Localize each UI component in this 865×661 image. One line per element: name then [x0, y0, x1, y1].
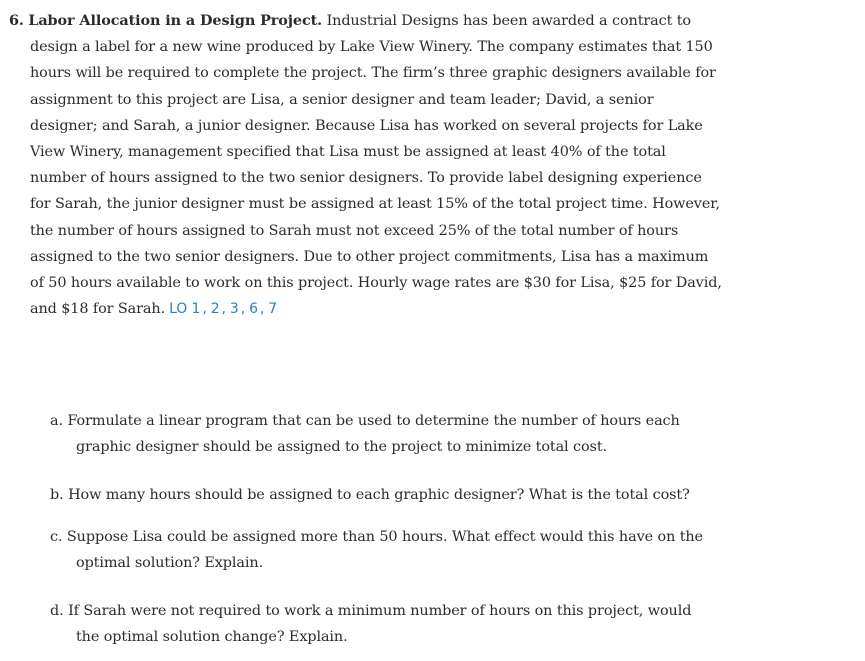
problem-last-line	[9, 296, 861, 322]
problem-text-line: number of hours assigned to the two senior designers. To provide label designing experience	[30, 170, 702, 187]
lo-separator: ,	[202, 301, 207, 318]
lo-item: 1	[191, 301, 201, 318]
problem-number: 6.	[9, 12, 24, 29]
part-letter: d.	[50, 603, 64, 619]
part-text-line: How many hours should be assigned to each graphic designer? What is the total cost?	[68, 487, 690, 503]
lo-item: 2	[210, 301, 220, 318]
problem-text-line: and $18 for Sarah.	[30, 301, 166, 318]
part-a	[50, 408, 860, 460]
lo-item: 6	[249, 301, 258, 318]
part-text-line: Formulate a linear program that can be used to determine the number of hours each	[67, 413, 680, 429]
part-letter: c.	[50, 529, 63, 545]
lo-item: 3	[229, 301, 239, 318]
part-d	[50, 598, 860, 650]
lo-item: 7	[268, 301, 278, 318]
lo-separator: ,	[240, 301, 246, 318]
problem-text-line: design a label for a new wine produced by Lake View Winery. The company estimates that 150	[30, 39, 713, 56]
problem-text-line: Industrial Designs has been awarded a contract to	[326, 13, 691, 29]
problem-text-line: assigned to the two senior designers. Due to other project commitments, Lisa has a maximum	[30, 248, 709, 265]
lo-prefix: LO	[169, 301, 188, 318]
problem-text-line: of 50 hours available to work on this project. Hourly wage rates are $30 for Lisa, $25 for David,	[30, 275, 722, 292]
problem-title: Labor Allocation in a Design Project.	[28, 12, 323, 29]
problem-text-line: designer; and Sarah, a junior designer. Because Lisa has worked on several projects for Lake	[30, 117, 703, 134]
part-text-line: the optimal solution change? Explain.	[76, 629, 348, 645]
part-text-line: optimal solution? Explain.	[76, 555, 264, 571]
part-b	[50, 482, 860, 508]
part-letter: b.	[50, 487, 64, 503]
part-c	[50, 524, 860, 576]
learning-objectives-link[interactable]	[169, 301, 279, 317]
lo-separator: ,	[221, 301, 226, 318]
problem-text-line: the number of hours assigned to Sarah must not exceed 25% of the total number of hours	[30, 222, 679, 239]
lo-separator: ,	[259, 301, 265, 318]
problem-stem	[9, 8, 861, 322]
part-text-line: If Sarah were not required to work a minimum number of hours on this project, would	[68, 603, 692, 619]
problem-text-line: for Sarah, the junior designer must be assigned at least 15% of the total project time. However,	[30, 196, 720, 213]
problem-text-line: hours will be required to complete the project. The firm’s three graphic designers available for	[30, 65, 716, 82]
part-letter: a.	[50, 413, 63, 429]
problem-text-line: View Winery, management specified that Lisa must be assigned at least 40% of the total	[30, 144, 666, 161]
problem-text-line: assignment to this project are Lisa, a senior designer and team leader; David, a senior	[30, 91, 654, 108]
part-text-line: Suppose Lisa could be assigned more than 50 hours. What effect would this have on the	[66, 529, 703, 545]
part-text-line: graphic designer should be assigned to the project to minimize total cost.	[76, 439, 607, 455]
